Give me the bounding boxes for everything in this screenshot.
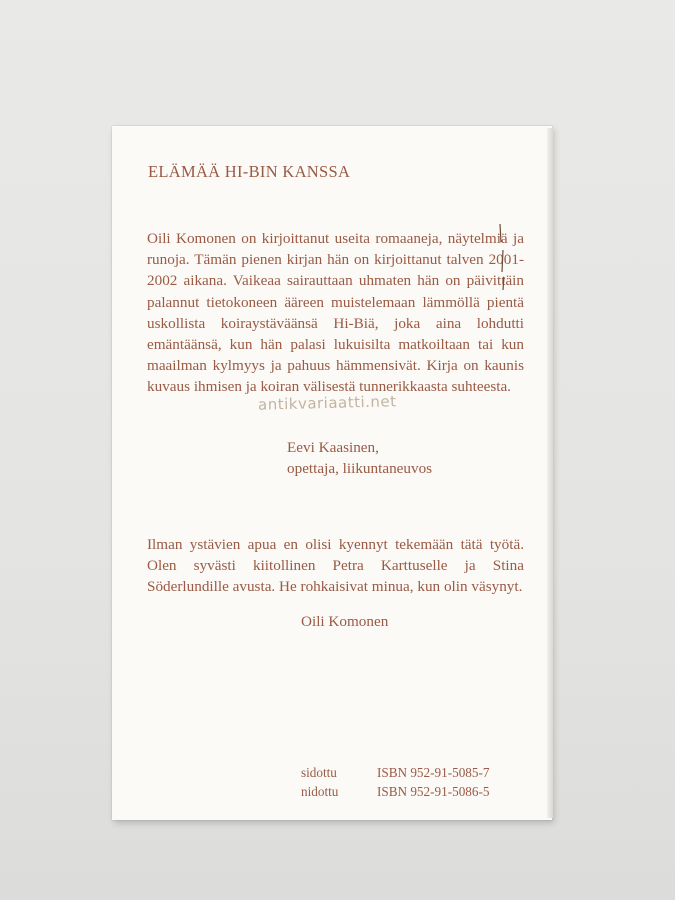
isbn-row: [301, 763, 489, 782]
watermark: antikvariaatti.net: [257, 392, 397, 414]
reviewer-title: opettaja, liikuntaneuvos: [287, 460, 433, 477]
book-title: ELÄMÄÄ HI-BIN KANSSA: [148, 162, 351, 181]
reviewer-name: Eevi Kaasinen,: [287, 439, 379, 456]
reviewer-signature: [287, 437, 432, 479]
pen-mark-icon: [494, 222, 512, 292]
acknowledgements: Ilman ystävien apua en olisi kyennyt tekemään tätä työtä. Olen syvästi kiitollinen Petra Karttuselle ja Stina Söderlundille avusta. He rohkaisivat minua, kun olin väsynyt.: [147, 536, 524, 596]
isbn-value: ISBN 952-91-5085-7: [377, 765, 490, 780]
isbn-list: [301, 763, 489, 801]
isbn-value: ISBN 952-91-5086-5: [377, 784, 490, 799]
isbn-label: sidottu: [301, 765, 337, 780]
book-page-edge: [547, 128, 553, 818]
author-signature: Oili Komonen: [301, 613, 389, 630]
book-blurb: Oili Komonen on kirjoittanut useita romaaneja, näytelmiä ja runoja. Tämän pienen kirjan hän on kirjoittanut talven 2001-2002 aikana. Vaikeaa sairauttaan uhmaten hän on päivittäin palannut tietokoneen ääreen muistelemaan lämmöllä pientä uskollista koiraystäväänsä Hi-Biä, joka aina lohdutti emäntäänsä, kun hän palasi lukuisilta matkoiltaan tai kun maailman kylmyys ja pahuus hämmensivät. Kirja on kaunis kuvaus ihmisen ja koiran välisestä tunnerikkaasta suhteesta.: [147, 230, 524, 396]
isbn-label: nidottu: [301, 784, 339, 799]
isbn-row: [301, 782, 489, 801]
